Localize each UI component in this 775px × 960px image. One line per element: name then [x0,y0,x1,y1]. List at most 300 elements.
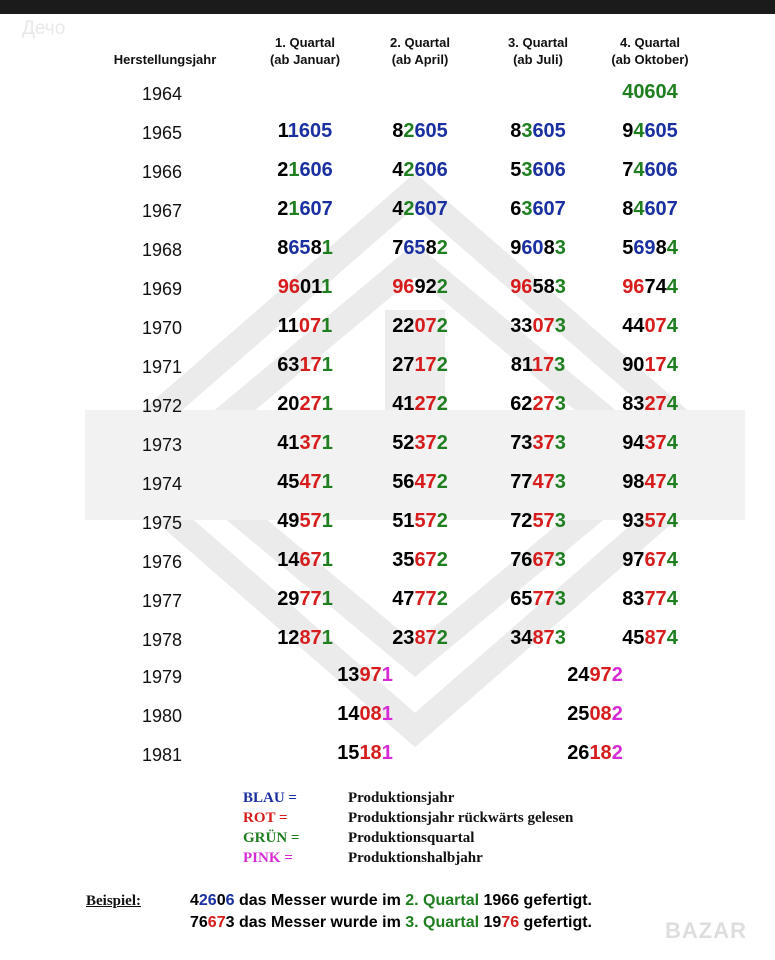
code-segment: 2 [436,354,448,376]
code-segment: 5 [510,159,522,181]
code-segment: 4 [633,120,645,142]
legend-key: GRÜN = [243,830,300,846]
quarter-code-cell [245,627,365,650]
code-segment: 2 [403,198,415,220]
code-segment: 87 [644,627,667,649]
example-label: Beispiel: [86,893,141,909]
code-segment: 1 [381,742,393,764]
code-segment: 1 [381,703,393,725]
code-segment: 51 [392,510,415,532]
code-segment: 87 [414,627,437,649]
code-segment: 13 [337,664,360,686]
code-segment: 8 [543,237,555,259]
half-year-code-cell [285,664,445,687]
quarter-code-cell [590,315,710,338]
code-segment: 4 [666,588,678,610]
code-segment: 57 [414,510,437,532]
code-segment: 5 [622,237,634,259]
watermark-username: Дечо [22,18,66,39]
code-segment: 37 [532,432,555,454]
code-segment: 4 [666,510,678,532]
quarter-code-cell [590,276,710,299]
code-segment: 77 [644,588,667,610]
legend-key: PINK = [243,850,293,866]
code-segment: 8 [510,120,522,142]
code-segment: 07 [644,315,667,337]
legend-description: Produktionsquartal [348,830,475,846]
code-segment: 2 [436,315,448,337]
code-segment: 45 [277,471,300,493]
code-segment: 4 [622,81,634,103]
code-segment: 96 [392,276,415,298]
code-segment: 77 [414,588,437,610]
code-segment: 97 [359,664,382,686]
code-segment: 2 [277,198,289,220]
code-segment: 4 [633,159,645,181]
legend-description: Produktionsjahr rückwärts gelesen [348,810,574,826]
code-segment: 606 [644,159,678,181]
quarter-code-cell [245,588,365,611]
code-segment: 07 [298,315,322,337]
code-segment: 9 [510,237,522,259]
year-label: 1980 [141,706,183,726]
quarter-code-cell [478,471,598,494]
code-segment: 22 [392,315,415,337]
quarter-code-cell [478,354,598,377]
column-header-q1: 1. Quartal (ab Januar) [269,35,341,67]
code-segment: 98 [622,471,645,493]
code-segment: 1 [321,510,333,532]
code-segment: 17 [414,354,437,376]
code-segment: 2 [611,664,623,686]
example-segment: 19 [479,914,502,931]
quarter-code-cell [360,198,480,221]
column-header-q4: 4. Quartal (ab Oktober) [611,35,689,67]
code-segment: 3 [554,588,566,610]
code-segment: 47 [299,471,322,493]
code-segment: 97 [589,664,612,686]
code-segment: 3 [554,549,566,571]
example-segment: 76 [501,914,520,931]
quarter-code-cell [245,276,365,299]
code-segment: 67 [644,549,667,571]
code-segment: 27 [392,354,415,376]
example-segment: 0 [216,892,226,909]
code-segment: 4 [633,198,645,220]
half-year-code-cell [515,703,675,726]
quarter-code-cell [478,588,598,611]
code-segment: 26 [567,742,590,764]
code-segment: 87 [532,627,555,649]
code-segment: 607 [299,198,333,220]
code-segment: 4 [666,393,678,415]
code-segment: 2 [403,159,415,181]
code-segment: 2 [436,393,448,415]
quarter-code-cell [590,588,710,611]
code-segment: 27 [532,393,555,415]
code-segment: 3 [554,627,566,649]
code-segment: 65 [403,237,426,259]
code-segment: 97 [622,549,645,571]
code-segment: 1 [288,159,300,181]
code-segment: 41 [392,393,415,415]
code-segment: 83 [622,393,645,415]
code-segment: 8 [425,237,437,259]
code-segment: 57 [532,510,555,532]
code-segment: 1605 [287,120,333,142]
code-segment: 1 [321,432,333,454]
column-header-q3: 3. Quartal (ab Juli) [508,35,568,67]
code-segment: 27 [644,393,667,415]
code-segment: 2 [436,549,448,571]
code-segment: 606 [414,159,448,181]
code-segment: 2 [403,120,415,142]
code-segment: 2 [436,471,448,493]
code-segment: 07 [532,315,555,337]
code-segment: 8 [543,276,555,298]
example-segment: 26 [198,892,217,909]
year-label: 1979 [141,667,183,687]
code-segment: 41 [277,432,300,454]
quarter-code-cell [478,120,598,143]
code-segment: 65 [510,588,533,610]
year-label: 1965 [141,123,183,143]
code-segment: 87 [299,627,322,649]
code-segment: 3 [521,159,533,181]
quarter-code-cell [245,471,365,494]
code-segment: 2 [436,237,448,259]
code-segment: 0604 [633,81,678,103]
quarter-code-cell [590,237,710,260]
code-segment: 90 [622,354,645,376]
code-segment: 606 [532,159,566,181]
quarter-code-cell [590,120,710,143]
code-segment: 4 [666,471,678,493]
code-segment: 2 [611,703,623,725]
code-segment: 57 [644,510,667,532]
quarter-code-cell [360,354,480,377]
half-year-code-cell [285,703,445,726]
code-segment: 37 [644,432,667,454]
code-segment: 11 [277,315,299,337]
quarter-code-cell [245,432,365,455]
quarter-code-cell [245,393,365,416]
code-segment: 3 [554,393,566,415]
quarter-code-cell [478,276,598,299]
code-segment: 83 [622,588,645,610]
code-segment: 15 [337,742,360,764]
code-segment: 08 [359,703,382,725]
example-segment: 3. Quartal [405,914,480,931]
code-segment: 44 [622,315,645,337]
code-segment: 81 [510,354,532,376]
code-segment: 4 [666,549,678,571]
code-segment: 2 [277,159,289,181]
year-label: 1966 [141,162,183,182]
code-segment: 77 [510,471,533,493]
quarter-code-cell [360,627,480,650]
example-segment: das Messer wurde im [234,892,406,909]
code-segment: 607 [532,198,566,220]
year-label: 1972 [141,396,183,416]
code-segment: 4 [666,627,678,649]
quarter-code-cell [590,432,710,455]
year-label: 1970 [141,318,183,338]
code-segment: 72 [510,510,533,532]
quarter-code-cell [590,471,710,494]
code-segment: 34 [510,627,533,649]
code-segment: 52 [392,432,415,454]
code-segment: 65 [288,237,311,259]
quarter-code-cell [590,354,710,377]
code-segment: 57 [299,510,322,532]
half-year-code-cell [515,664,675,687]
code-segment: 1 [321,354,333,376]
code-segment: 23 [392,627,415,649]
example-segment: 6 [225,892,235,909]
code-segment: 45 [622,627,645,649]
quarter-code-cell [590,549,710,572]
example-segment: das Messer wurde im [234,914,406,931]
code-segment: 7 [622,159,634,181]
quarter-code-cell [360,237,480,260]
legend-description: Produktionsjahr [348,790,455,806]
quarter-code-cell [478,510,598,533]
code-segment: 76 [510,549,533,571]
code-segment: 67 [414,549,437,571]
quarter-code-cell [590,510,710,533]
code-segment: 14 [337,703,360,725]
code-segment: 63 [277,354,300,376]
code-segment: 3 [554,510,566,532]
code-segment: 8 [277,237,289,259]
code-segment: 24 [567,664,590,686]
code-segment: 1 [381,664,393,686]
code-segment: 605 [644,120,678,142]
code-segment: 60 [521,237,544,259]
quarter-code-cell [590,159,710,182]
example-segment: 3 [225,914,235,931]
code-segment: 605 [532,120,566,142]
year-label: 1964 [141,84,183,104]
code-segment: 17 [299,354,322,376]
year-label: 1978 [141,630,183,650]
quarter-code-cell [360,471,480,494]
code-segment: 14 [277,549,300,571]
column-header-q2: 2. Quartal (ab April) [390,35,450,67]
code-segment: 17 [531,354,555,376]
code-segment: 4 [666,315,678,337]
code-segment: 29 [277,588,300,610]
year-label: 1968 [141,240,183,260]
example-segment: 67 [207,914,226,931]
quarter-code-cell [478,237,598,260]
code-segment: 607 [644,198,678,220]
code-segment: 35 [392,549,415,571]
year-label: 1981 [141,745,183,765]
code-segment: 4 [666,432,678,454]
quarter-code-cell [360,588,480,611]
code-segment: 2 [436,276,448,298]
quarter-code-cell [478,393,598,416]
code-segment: 2 [436,588,448,610]
year-label: 1974 [141,474,183,494]
legend-key: BLAU = [243,790,297,806]
code-segment: 67 [299,549,322,571]
quarter-code-cell [478,549,598,572]
code-segment: 3 [554,471,566,493]
quarter-code-cell [478,432,598,455]
code-segment: 3 [521,198,533,220]
code-segment: 607 [414,198,448,220]
code-segment: 3 [554,432,566,454]
code-segment: 606 [299,159,333,181]
code-segment: 47 [414,471,437,493]
quarter-code-cell [590,198,710,221]
code-segment: 18 [589,742,612,764]
code-segment: 4 [666,237,678,259]
code-segment: 3 [554,237,566,259]
code-segment: 3 [554,276,566,298]
code-segment: 96 [622,276,645,298]
code-segment: 07 [414,315,437,337]
code-segment: 4 [655,276,667,298]
code-segment: 1 [321,276,333,298]
code-segment: 96 [510,276,533,298]
code-segment: 1 [321,627,333,649]
code-segment: 8 [622,198,634,220]
quarter-code-cell [478,159,598,182]
quarter-code-cell [360,120,480,143]
code-segment: 1 [311,276,322,298]
code-segment: 49 [277,510,300,532]
year-label: 1977 [141,591,183,611]
code-segment: 6 [510,198,522,220]
code-segment: 67 [532,549,555,571]
code-segment: 4 [392,198,404,220]
code-segment: 93 [622,510,645,532]
code-segment: 2 [436,510,448,532]
top-bar [0,0,775,14]
quarter-code-cell [245,159,365,182]
code-segment: 1 [288,198,300,220]
code-segment: 4 [392,159,404,181]
code-segment: 1 [277,120,288,142]
quarter-code-cell [360,159,480,182]
code-segment: 96 [277,276,300,298]
code-segment: 18 [359,742,382,764]
code-segment: 0 [299,276,312,298]
code-segment: 47 [644,471,667,493]
code-segment: 2 [425,276,437,298]
code-segment: 7 [392,237,404,259]
code-segment: 3 [554,354,566,376]
code-segment: 4 [666,276,678,298]
example-line [190,914,592,932]
quarter-code-cell [478,198,598,221]
code-segment: 1 [321,588,333,610]
code-segment: 17 [644,354,667,376]
code-segment: 8 [310,237,322,259]
site-logo: BAZAR [665,918,747,943]
code-segment: 25 [567,703,590,725]
legend-description: Produktionshalbjahr [348,850,483,866]
year-label: 1973 [141,435,183,455]
example-segment: 4 [190,892,199,909]
quarter-code-cell [245,315,365,338]
quarter-code-cell [590,81,710,104]
code-segment: 9 [414,276,426,298]
example-segment: 2. Quartal [405,892,480,909]
code-segment: 4 [666,354,678,376]
quarter-code-cell [360,510,480,533]
quarter-code-cell [478,315,598,338]
year-label: 1971 [141,357,183,377]
code-segment: 47 [532,471,555,493]
code-segment: 5 [532,276,544,298]
code-segment: 1 [321,393,333,415]
code-segment: 1 [321,315,333,337]
code-segment: 08 [589,703,612,725]
code-segment: 73 [510,432,533,454]
quarter-code-cell [360,276,480,299]
code-segment: 2 [436,432,448,454]
code-segment: 1 [321,549,333,571]
code-segment: 47 [392,588,415,610]
code-segment: 12 [277,627,300,649]
code-segment: 37 [414,432,437,454]
code-segment: 56 [392,471,415,493]
quarter-code-cell [245,549,365,572]
code-segment: 7 [644,276,656,298]
quarter-code-cell [245,354,365,377]
half-year-code-cell [285,742,445,765]
code-segment: 77 [532,588,555,610]
code-segment: 37 [299,432,322,454]
code-segment: 62 [510,393,533,415]
code-segment: 94 [622,432,645,454]
legend-key: ROT = [243,810,288,826]
column-header-year: Herstellungsjahr [113,52,217,67]
example-segment: 1966 [479,892,520,909]
year-label: 1967 [141,201,183,221]
quarter-code-cell [590,627,710,650]
code-segment: 8 [655,237,667,259]
code-segment: 1 [321,237,333,259]
code-segment: 3 [554,315,566,337]
code-segment: 20 [277,393,300,415]
quarter-code-cell [478,627,598,650]
quarter-code-cell [245,237,365,260]
quarter-code-cell [245,120,365,143]
code-segment: 27 [299,393,322,415]
code-segment: 77 [299,588,322,610]
code-segment: 9 [622,120,634,142]
code-segment: 8 [392,120,404,142]
quarter-code-cell [360,549,480,572]
code-segment: 2 [436,627,448,649]
code-segment: 27 [414,393,437,415]
code-segment: 1 [321,471,333,493]
code-segment: 2 [611,742,623,764]
year-label: 1975 [141,513,183,533]
example-segment: 76 [190,914,208,931]
example-segment: gefertigt. [519,892,592,909]
year-label: 1976 [141,552,183,572]
quarter-code-cell [245,510,365,533]
example-segment: gefertigt. [519,914,592,931]
code-segment: 69 [633,237,656,259]
